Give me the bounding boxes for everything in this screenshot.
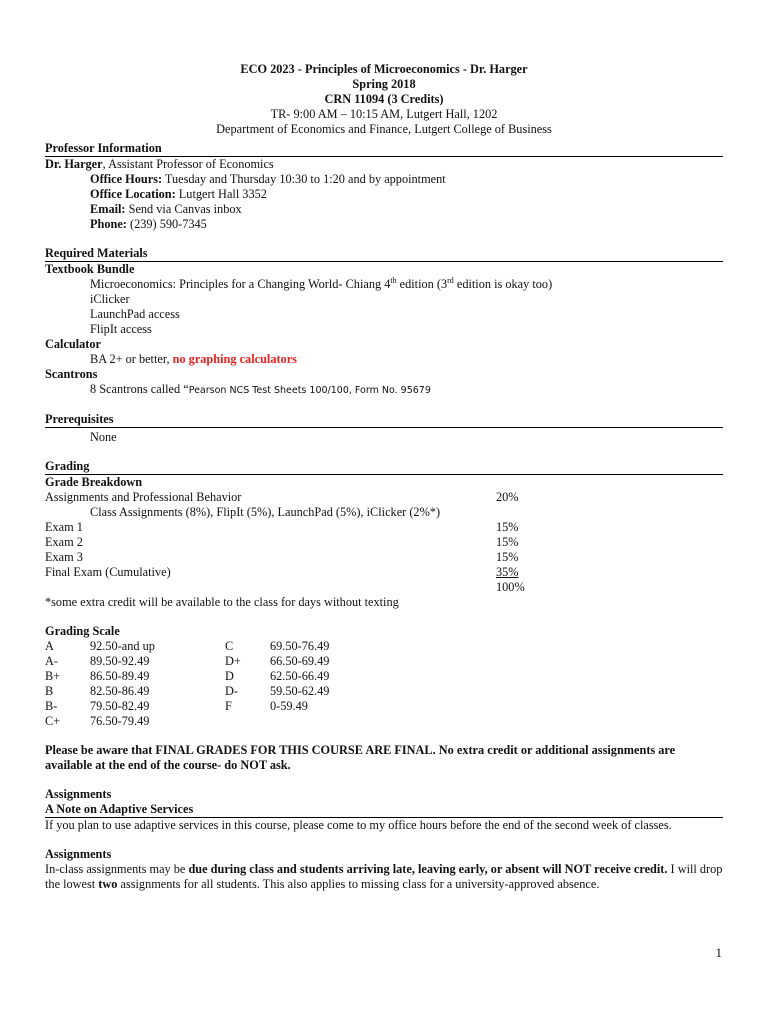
- grade-row: [45, 535, 723, 550]
- scale-grade: C+: [45, 714, 61, 728]
- email-label: Email:: [90, 202, 126, 216]
- textbook-edition: edition (3: [396, 277, 448, 291]
- item-flipit: FlipIt access: [90, 322, 152, 336]
- grade-breakdown-heading: Grade Breakdown: [45, 475, 143, 489]
- grade-row-label: Final Exam (Cumulative): [45, 565, 171, 579]
- office-location-line: [45, 187, 723, 202]
- office-location-label: Office Location:: [90, 187, 176, 201]
- assignments-text-bold2: two: [98, 877, 118, 891]
- grade-row: [45, 505, 723, 520]
- grade-row: [45, 550, 723, 565]
- syllabus-page: [45, 62, 723, 892]
- item-launchpad: LaunchPad access: [90, 307, 180, 321]
- grade-total-pct: 100%: [496, 580, 525, 594]
- scale-range: 59.50-62.49: [270, 684, 330, 698]
- calculator-text: BA 2+ or better,: [90, 352, 173, 366]
- office-hours-line: [45, 172, 723, 187]
- grade-total-row: [45, 580, 723, 595]
- textbook-title: Microeconomics: Principles for a Changing World- Chiang 4: [90, 277, 391, 291]
- grade-row: [45, 565, 723, 580]
- prerequisites-value: None: [90, 430, 117, 444]
- professor-name-line: [45, 157, 723, 172]
- assignments-text-c: assignments for all students. This also applies to missing class for a university-approved absence.: [117, 877, 600, 891]
- scantrons-line: [45, 382, 723, 398]
- phone-line: [45, 217, 723, 232]
- grade-row-pct: 20%: [496, 490, 519, 504]
- scantrons-text: 8 Scantrons called “: [90, 382, 189, 396]
- item-iclicker: iClicker: [90, 292, 130, 306]
- final-grades-notice: Please be aware that FINAL GRADES FOR THIS COURSE ARE FINAL. No extra credit or additional assignments are available at the end of the course- do NOT ask.: [45, 743, 676, 772]
- grade-row: [45, 490, 723, 505]
- grade-row-label: Class Assignments (8%), FlipIt (5%), LaunchPad (5%), iClicker (2%*): [90, 505, 441, 519]
- scale-grade: A-: [45, 654, 58, 668]
- scale-range: 82.50-86.49: [90, 684, 150, 698]
- assignments-text: [45, 862, 723, 892]
- scale-range: 0-59.49: [270, 699, 308, 713]
- assignments-text-bold1: due during class and students arriving late, leaving early, or absent will NOT receive credit.: [188, 862, 668, 876]
- grade-row-label: Exam 1: [45, 520, 83, 534]
- grade-row-label: Exam 2: [45, 535, 83, 549]
- materials-heading: Required Materials: [45, 246, 723, 262]
- adaptive-services-heading: A Note on Adaptive Services: [45, 802, 723, 818]
- crn: CRN 11094 (3 Credits): [324, 92, 444, 106]
- scale-range: 86.50-89.49: [90, 669, 150, 683]
- scale-grade: B-: [45, 699, 58, 713]
- professor-heading: Professor Information: [45, 141, 723, 157]
- grading-heading: Grading: [45, 459, 723, 475]
- calculator-warning: no graphing calculators: [172, 352, 297, 366]
- grade-row-pct: 35%: [496, 565, 519, 579]
- grade-row: [45, 520, 723, 535]
- grade-row-pct: 15%: [496, 535, 519, 549]
- page-number: 1: [715, 945, 722, 960]
- scale-range: 69.50-76.49: [270, 639, 330, 653]
- grade-row-label: Exam 3: [45, 550, 83, 564]
- grading-scale: [45, 639, 723, 729]
- email: Send via Canvas inbox: [125, 202, 242, 216]
- textbook-sup-rd: rd: [447, 275, 454, 285]
- scale-range: 92.50-and up: [90, 639, 155, 653]
- grade-row-label: Assignments and Professional Behavior: [45, 490, 242, 504]
- scale-grade: D-: [225, 684, 238, 698]
- textbook-sup-th: th: [390, 275, 397, 285]
- scantrons-name: Pearson NCS Test Sheets 100/100, Form No. 95679: [188, 385, 431, 396]
- email-line: [45, 202, 723, 217]
- phone: (239) 590-7345: [126, 217, 207, 231]
- scale-range: 76.50-79.49: [90, 714, 150, 728]
- scale-range: 89.50-92.49: [90, 654, 150, 668]
- grading-scale-heading: Grading Scale: [45, 624, 120, 638]
- textbook-heading: Textbook Bundle: [45, 262, 135, 276]
- textbook-edition-note: edition is okay too): [453, 277, 553, 291]
- professor-name: Dr. Harger: [45, 157, 103, 171]
- scantrons-heading: Scantrons: [45, 367, 98, 381]
- assignments-text-a: In-class assignments may be: [45, 862, 189, 876]
- scale-range: 66.50-69.49: [270, 654, 330, 668]
- course-title: ECO 2023 - Principles of Microeconomics - Dr. Harger: [240, 62, 528, 76]
- office-location: Lutgert Hall 3352: [175, 187, 267, 201]
- meeting-time: TR- 9:00 AM – 10:15 AM, Lutgert Hall, 1202: [270, 107, 498, 121]
- office-hours-label: Office Hours:: [90, 172, 163, 186]
- assignments-text-b: I will drop the lowest: [45, 862, 723, 891]
- scale-range: 62.50-66.49: [270, 669, 330, 683]
- scale-grade: B: [45, 684, 54, 698]
- extra-credit-note: *some extra credit will be available to the class for days without texting: [45, 595, 399, 609]
- scale-grade: D: [225, 669, 234, 683]
- grade-row-pct: 15%: [496, 520, 519, 534]
- scale-grade: F: [225, 699, 232, 713]
- phone-label: Phone:: [90, 217, 127, 231]
- scale-range: 79.50-82.49: [90, 699, 150, 713]
- scale-grade: C: [225, 639, 234, 653]
- semester: Spring 2018: [352, 77, 416, 91]
- grade-row-pct: 15%: [496, 550, 519, 564]
- scale-grade: D+: [225, 654, 241, 668]
- assignments-heading: Assignments: [45, 787, 112, 801]
- department: Department of Economics and Finance, Lutgert College of Business: [216, 122, 552, 136]
- textbook-line: [45, 277, 723, 292]
- prerequisites-heading: Prerequisites: [45, 412, 723, 428]
- calculator-heading: Calculator: [45, 337, 102, 351]
- adaptive-services-text: If you plan to use adaptive services in this course, please come to my office hours before the end of the second week of classes.: [45, 818, 672, 832]
- scale-grade: B+: [45, 669, 61, 683]
- office-hours: Tuesday and Thursday 10:30 to 1:20 and by appointment: [162, 172, 446, 186]
- calculator-line: [45, 352, 723, 367]
- professor-title: , Assistant Professor of Economics: [102, 157, 274, 171]
- scale-grade: A: [45, 639, 54, 653]
- assignments-subheading: Assignments: [45, 847, 112, 861]
